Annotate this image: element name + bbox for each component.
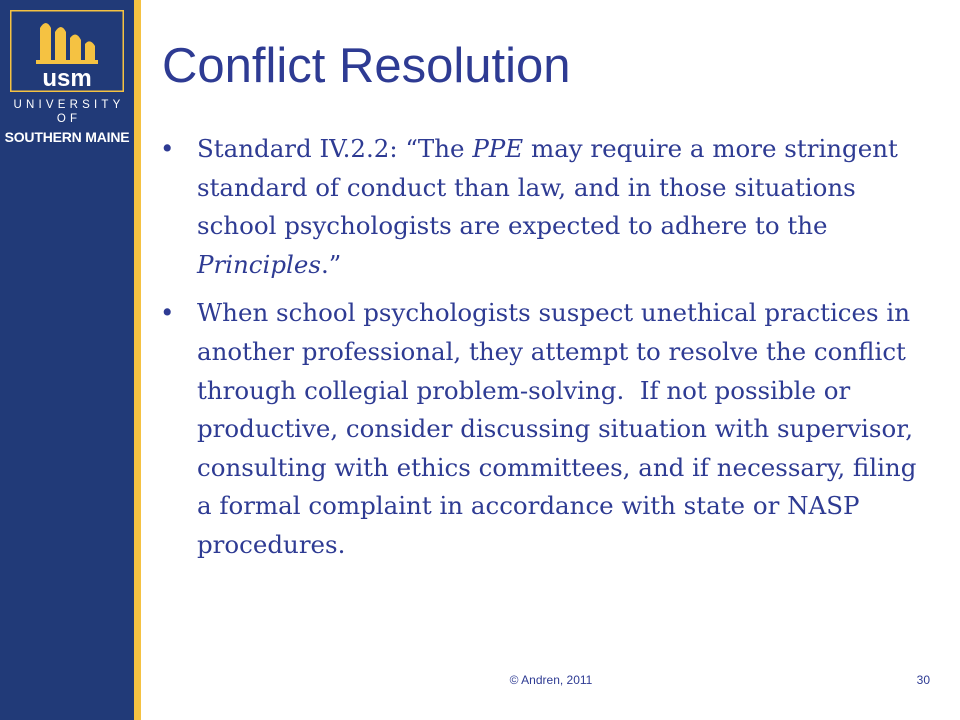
logo-monogram: usm <box>42 65 92 92</box>
bullet-text: .” <box>320 249 342 279</box>
usm-logo-mark <box>10 10 124 92</box>
sidebar-panel <box>0 0 134 720</box>
logo-wordmark <box>0 98 134 146</box>
bullet-item <box>160 130 930 284</box>
slide-title: Conflict Resolution <box>162 39 571 93</box>
bullet-text-italic: PPE <box>472 134 524 163</box>
bullet-text: Standard IV.2.2: “The <box>197 134 473 163</box>
bullet-list <box>160 130 930 575</box>
bullet-text-italic: Principles <box>197 249 321 279</box>
page-number: 30 <box>916 673 930 687</box>
usm-logo <box>10 10 124 92</box>
wordmark-university-of: UNIVERSITY OF <box>13 99 125 125</box>
bullet-text: When school psychologists suspect unethical practices in another professional, they attempt to resolve the conflict through collegial problem-solving. If not possible or productive, consider discussing situation with supervisor, consulting with ethics committees, and if necessary, filing a formal complaint in accordance with state or NASP procedures. <box>197 298 917 559</box>
bullet-text: may require a more stringent standard of conduct than law, and in those situations school psychologists are expected to adhere to the <box>197 134 898 241</box>
gold-stripe <box>134 0 141 720</box>
footer-copyright: © Andren, 2011 <box>509 673 593 687</box>
bullet-item <box>160 294 930 564</box>
wordmark-southern-maine: SOUTHERN MAINE <box>4 129 130 145</box>
